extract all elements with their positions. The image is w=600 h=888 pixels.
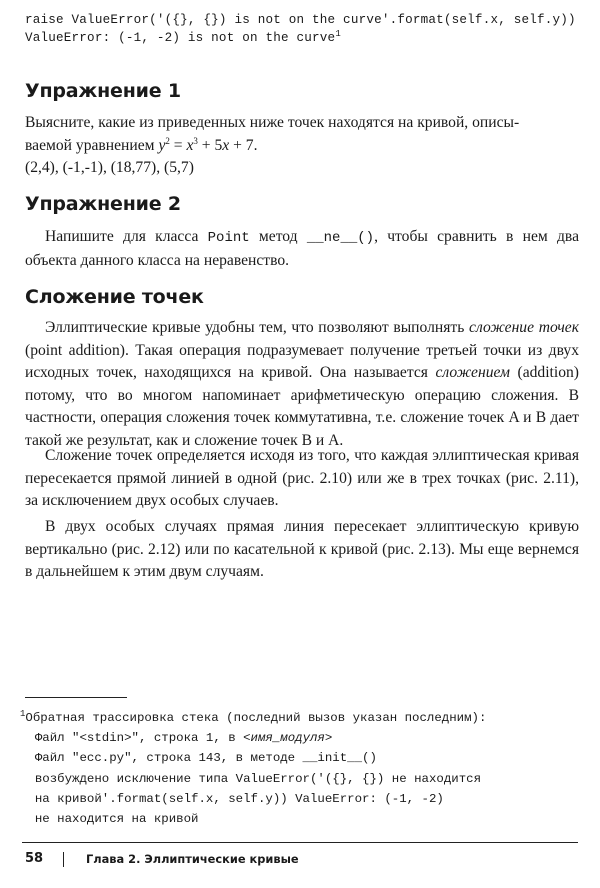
- code-line-error: ValueError: (-1, -2) is not on the curve$^1$: [25, 28, 341, 45]
- footer-divider: [63, 852, 64, 867]
- section-paragraph-3: В двух особых случаях прямая линия пересекает эллиптическую кривую вертикально (рис. 2.12) или по касательной к кривой (рис. 2.13). Мы еще вернемся в дальнейшем к этим двум случаям.: [25, 518, 579, 580]
- exercise-2-heading: Упражнение 2: [25, 193, 181, 215]
- footer-rule: [22, 842, 578, 843]
- section-paragraph-2: Сложение точек определяется исходя из того, что каждая эллиптическая кривая пересекается прямой линией в одной (рис. 2.10) или же в трех точках (рис. 2.11), за исключением двух особых случаев.: [25, 447, 579, 509]
- section-paragraph-1: Эллиптические кривые удобны тем, что позволяют выполнять сложение точек (point addition). Такая операция подразумевает получение третьей точки из двух исходных точек, находящихся на кривой. Она называется сложением (addition) потому, что во многом напоминает арифметическую операцию сложения. В частности, операция сложения точек коммутативна, т.е. сложение точек A и B дает такой же результат, как и сложение точек B и A.: [25, 319, 580, 449]
- section-heading: Сложение точек: [25, 286, 204, 308]
- exercise-1-heading: Упражнение 1: [25, 80, 181, 102]
- code-line-raise: raise ValueError('({}, {}) is not on the curve'.format(self.x, self.y)): [25, 13, 576, 27]
- exercise-1-text: Выясните, какие из приведенных ниже точек находятся на кривой, описы- ваемой уравнением $y^2 = x^3 + 5x + 7$.: [25, 114, 520, 154]
- exercise-1-points: (2,4), (-1,-1), (18,77), (5,7): [25, 159, 194, 176]
- footnote: $^1$Обратная трассировка стека (последний вызов указан последним): Файл "<stdin>", строка 1, в <имя_модуля> Файл "ecc.py", строка 143, в методе __init__() возбуждено исключение типа ValueError('({}, {}) не находится на кривой'.format(self.x, self.y)) ValueError: (-1, -2) не находится на кривой: [20, 708, 487, 827]
- footnote-separator: [25, 697, 127, 698]
- page-number: 58: [25, 851, 44, 866]
- footnote-ref: 1: [335, 28, 341, 39]
- exercise-2-text: Напишите для класса Point метод __ne__(), чтобы сравнить в нем два объекта данного класса на неравенство.: [25, 228, 579, 269]
- chapter-title: Глава 2. Эллиптические кривые: [86, 852, 299, 866]
- footnote-mark: 1: [20, 708, 26, 719]
